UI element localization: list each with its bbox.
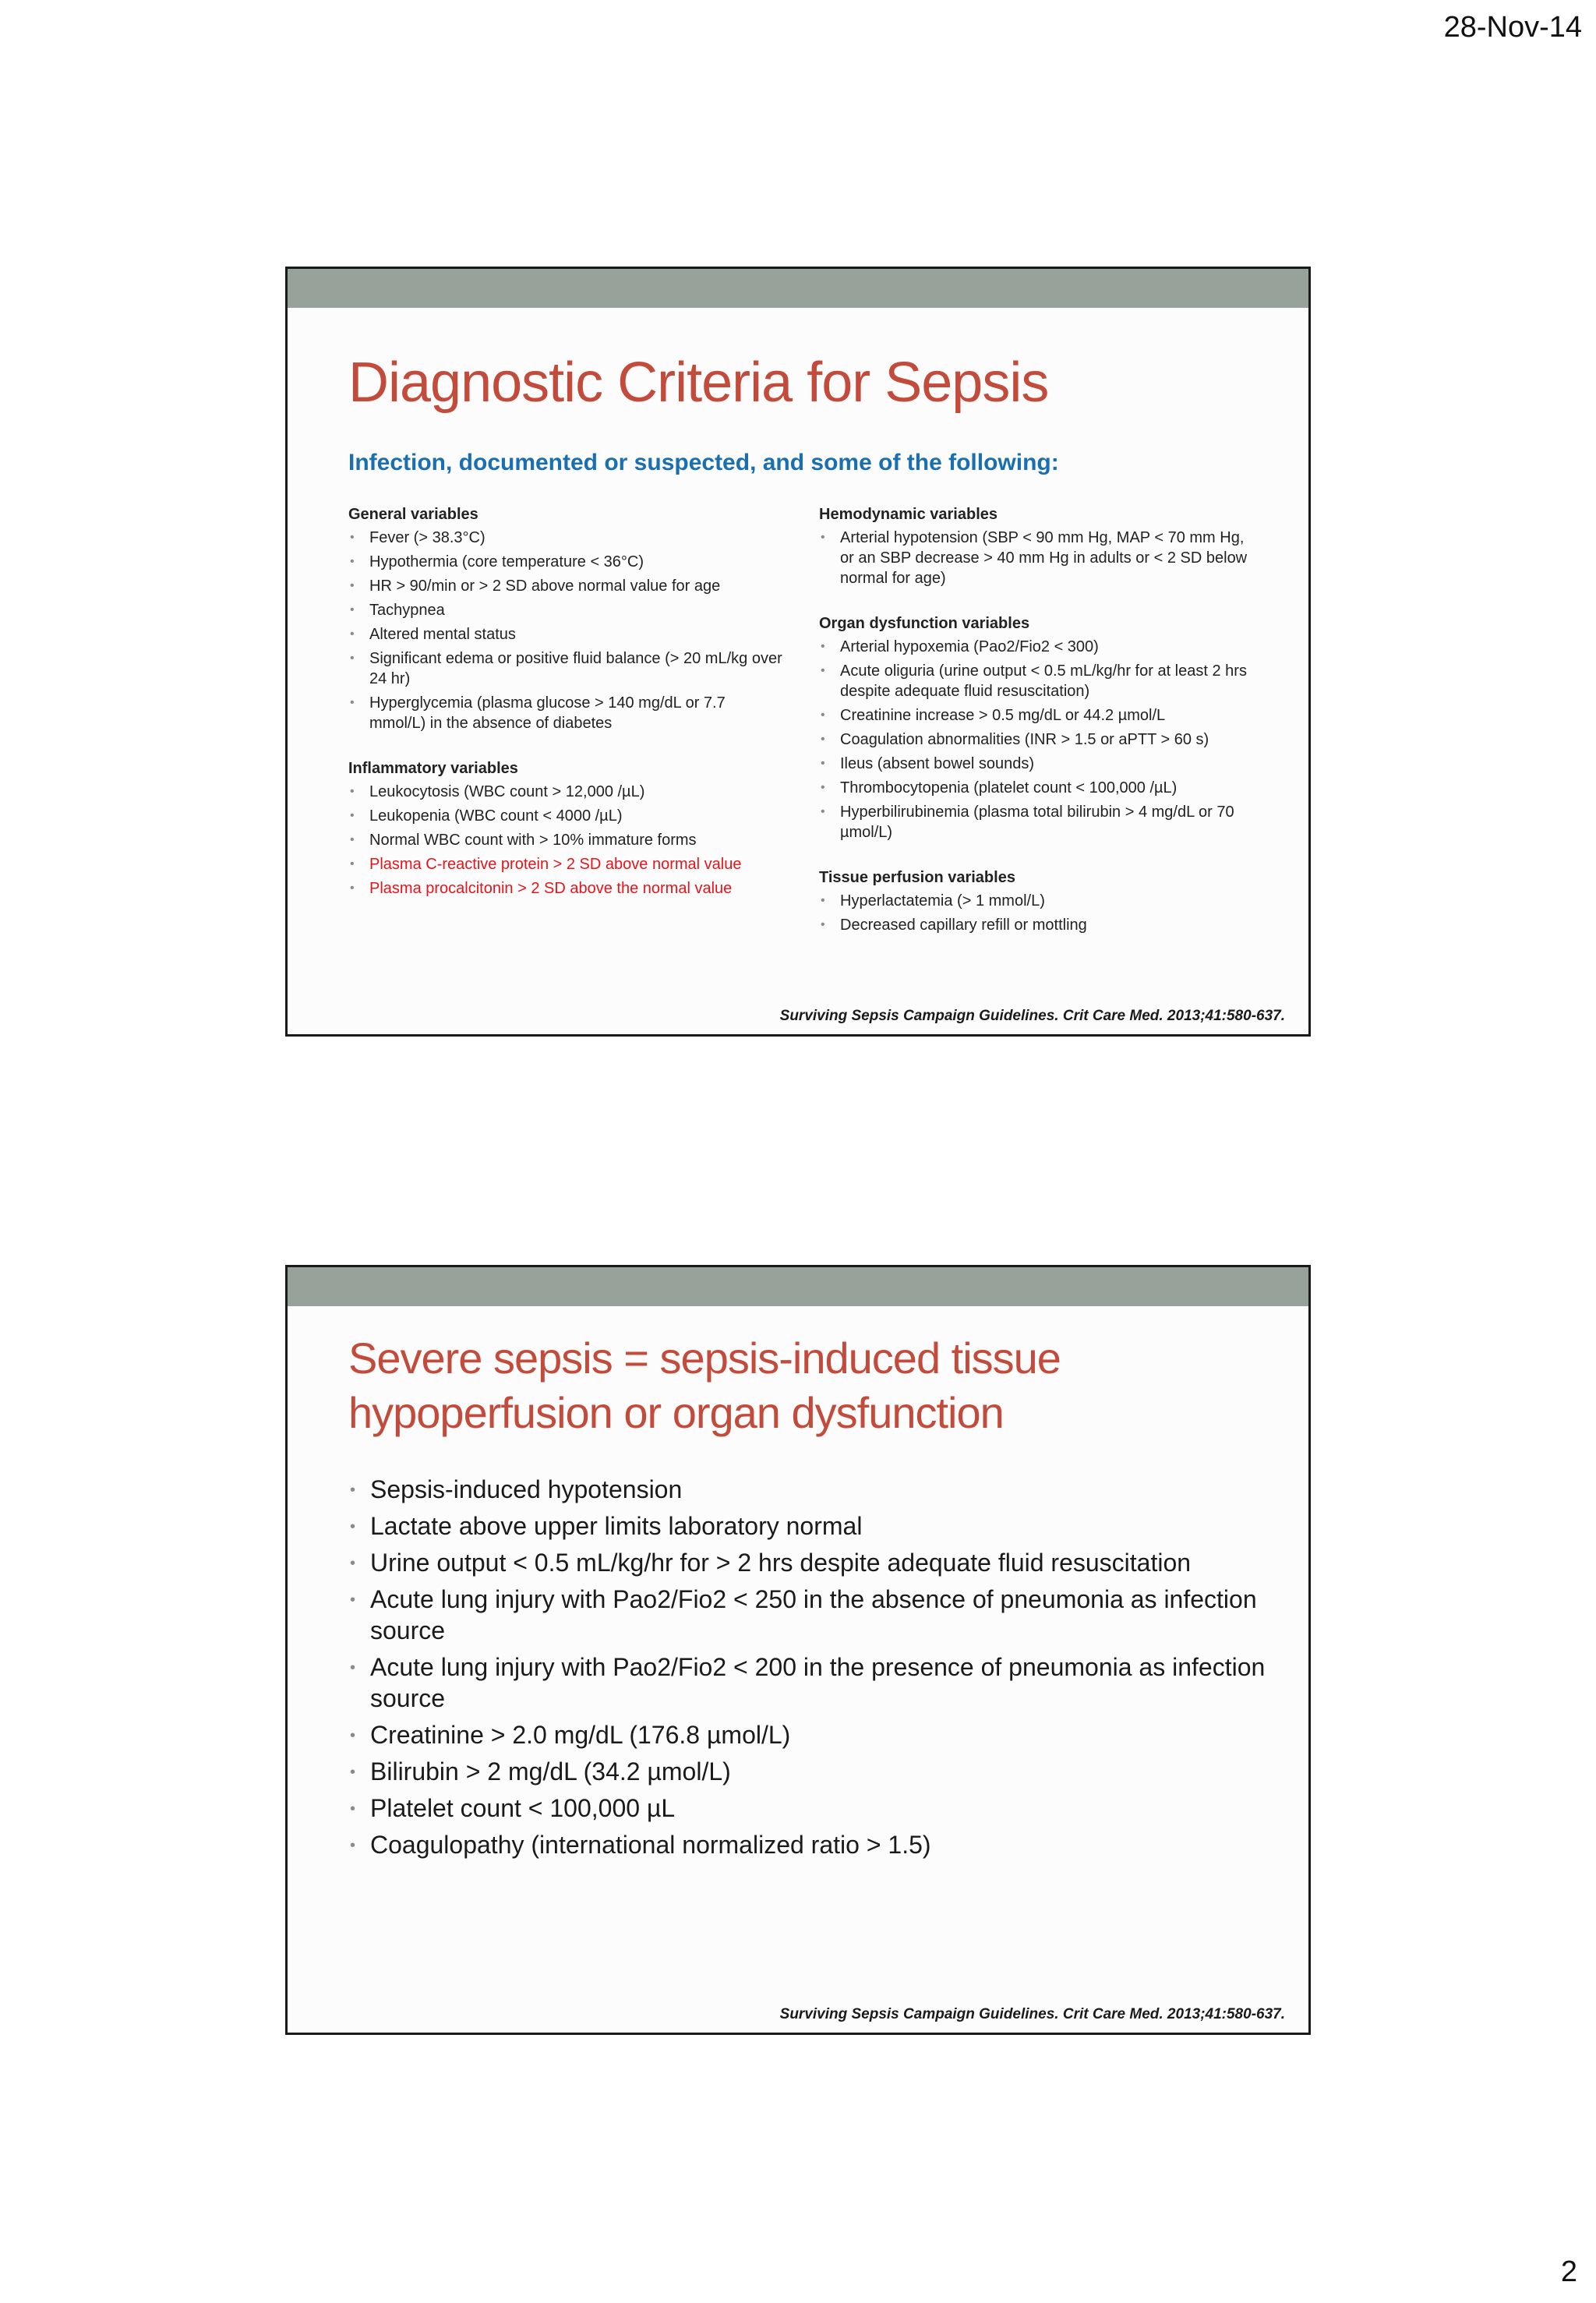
bullet-icon: • (821, 781, 825, 794)
hemodynamic-variables-section (819, 504, 1255, 588)
bullet-icon: • (350, 881, 355, 895)
bullet-icon: • (350, 1482, 356, 1499)
bullet-icon: • (350, 857, 355, 871)
bullet-icon: • (350, 1800, 356, 1817)
list-item: • Hyperlactatemia (> 1 mmol/L) (821, 892, 1045, 910)
bullet-icon: • (350, 603, 355, 616)
bullet-icon: • (350, 1764, 356, 1781)
list-item: • Acute lung injury with Pao2/Fio2 < 200 in the presence of pneumonia as infection source (350, 1653, 1266, 1712)
bullet-icon: • (350, 579, 355, 592)
bullet-icon: • (350, 1727, 356, 1744)
bullet-icon: • (821, 805, 825, 818)
list-item: • Urine output < 0.5 mL/kg/hr for > 2 hrs despite adequate fluid resuscitation (348, 1547, 1268, 1578)
list-item: • Hyperbilirubinemia (plasma total bilirubin > 4 mg/dL or 70 µmol/L) (821, 804, 1234, 841)
criteria-list (348, 1474, 1268, 1866)
list-item: • Creatinine increase > 0.5 mg/dL or 44.2 µmol/L (821, 707, 1166, 724)
list-item: • Significant edema or positive fluid balance (> 20 mL/kg over 24 hr) (350, 650, 782, 687)
slide-title: Severe sepsis = sepsis-induced tissue hypoperfusion or organ dysfunction (348, 1333, 1061, 1437)
list-item: • HR > 90/min or > 2 SD above normal value for age (350, 578, 721, 595)
bullet-icon: • (350, 1659, 356, 1676)
list-item: • Creatinine > 2.0 mg/dL (176.8 µmol/L) (348, 1719, 1268, 1750)
slide-severe-sepsis (285, 1265, 1311, 2035)
right-column (819, 504, 1255, 960)
list-item: • Altered mental status (350, 626, 516, 643)
bullet-icon: • (350, 696, 355, 709)
list-item: • Hypothermia (core temperature < 36°C) (350, 553, 644, 570)
bullet-icon: • (821, 733, 825, 746)
bullet-icon: • (350, 652, 355, 665)
list-item: • Coagulation abnormalities (INR > 1.5 or aPTT > 60 s) (821, 731, 1209, 748)
list-item: • Sepsis-induced hypotension (348, 1474, 1268, 1505)
list-item: • Lactate above upper limits laboratory normal (348, 1510, 1268, 1542)
citation: Surviving Sepsis Campaign Guidelines. Crit Care Med. 2013;41:580-637. (779, 2006, 1285, 2022)
section-heading: Organ dysfunction variables (819, 615, 1030, 632)
list-item: • Decreased capillary refill or mottling (821, 917, 1087, 934)
list-item: • Thrombocytopenia (platelet count < 100,000 /µL) (821, 779, 1178, 797)
tissue-perfusion-section (819, 867, 1255, 935)
bullet-icon: • (350, 531, 355, 544)
bullet-icon: • (350, 627, 355, 641)
slide-header-band (288, 269, 1308, 308)
section-heading: Tissue perfusion variables (819, 869, 1015, 886)
bullet-icon: • (821, 664, 825, 677)
list-item: • Leukopenia (WBC count < 4000 /µL) (350, 807, 623, 825)
bullet-icon: • (821, 894, 825, 907)
bullet-icon: • (350, 833, 355, 846)
page-date: 28-Nov-14 (1443, 11, 1582, 44)
list-item: • Tachypnea (350, 602, 445, 619)
bullet-icon: • (350, 809, 355, 822)
bullet-icon: • (821, 531, 825, 544)
bullet-icon: • (821, 640, 825, 653)
bullet-icon: • (350, 785, 355, 798)
bullet-icon: • (821, 918, 825, 931)
bullet-icon: • (821, 757, 825, 770)
citation: Surviving Sepsis Campaign Guidelines. Crit Care Med. 2013;41:580-637. (779, 1008, 1285, 1024)
slide-subtitle: Infection, documented or suspected, and some of the following: (348, 450, 1059, 475)
section-heading: Hemodynamic variables (819, 506, 998, 523)
left-column (348, 504, 785, 924)
list-item: • Normal WBC count with > 10% immature forms (350, 832, 697, 849)
bullet-icon: • (350, 1591, 356, 1609)
bullet-icon: • (350, 1518, 356, 1535)
list-item: • Bilirubin > 2 mg/dL (34.2 µmol/L) (348, 1756, 1268, 1787)
bullet-icon: • (821, 708, 825, 722)
organ-dysfunction-section (819, 613, 1255, 842)
bullet-icon: • (350, 555, 355, 568)
list-item: • Hyperglycemia (plasma glucose > 140 mg/dL or 7.7 mmol/L) in the absence of diabetes (350, 694, 726, 732)
section-heading: Inflammatory variables (348, 760, 518, 777)
list-item: • Acute oliguria (urine output < 0.5 mL/kg/hr for at least 2 hrs despite adequate fluid resuscitation) (821, 662, 1247, 700)
section-heading: General variables (348, 506, 478, 523)
page-number: 2 (1560, 2255, 1577, 2288)
inflammatory-variables-section (348, 758, 785, 899)
list-item-highlighted: • Plasma procalcitonin > 2 SD above the normal value (350, 880, 733, 897)
slide-header-band (288, 1267, 1308, 1306)
list-item: • Platelet count < 100,000 µL (348, 1793, 1268, 1824)
slide-title: Diagnostic Criteria for Sepsis (348, 351, 1049, 414)
bullet-icon: • (350, 1837, 356, 1854)
list-item: • Arterial hypoxemia (Pao2/Fio2 < 300) (821, 638, 1099, 655)
general-variables-section (348, 504, 785, 733)
bullet-icon: • (350, 1555, 356, 1572)
list-item: • Coagulopathy (international normalized ratio > 1.5) (348, 1829, 1268, 1860)
list-item: • Leukocytosis (WBC count > 12,000 /µL) (350, 783, 645, 800)
list-item: • Fever (> 38.3°C) (350, 529, 486, 546)
list-item: • Ileus (absent bowel sounds) (821, 755, 1035, 772)
list-item: • Acute lung injury with Pao2/Fio2 < 250 in the absence of pneumonia as infection source (350, 1585, 1257, 1644)
slide-diagnostic-criteria (285, 267, 1311, 1037)
list-item-highlighted: • Plasma C-reactive protein > 2 SD above normal value (350, 856, 742, 873)
list-item: • Arterial hypotension (SBP < 90 mm Hg, MAP < 70 mm Hg, or an SBP decrease > 40 mm Hg in adults or < 2 SD below normal for age) (821, 529, 1248, 587)
